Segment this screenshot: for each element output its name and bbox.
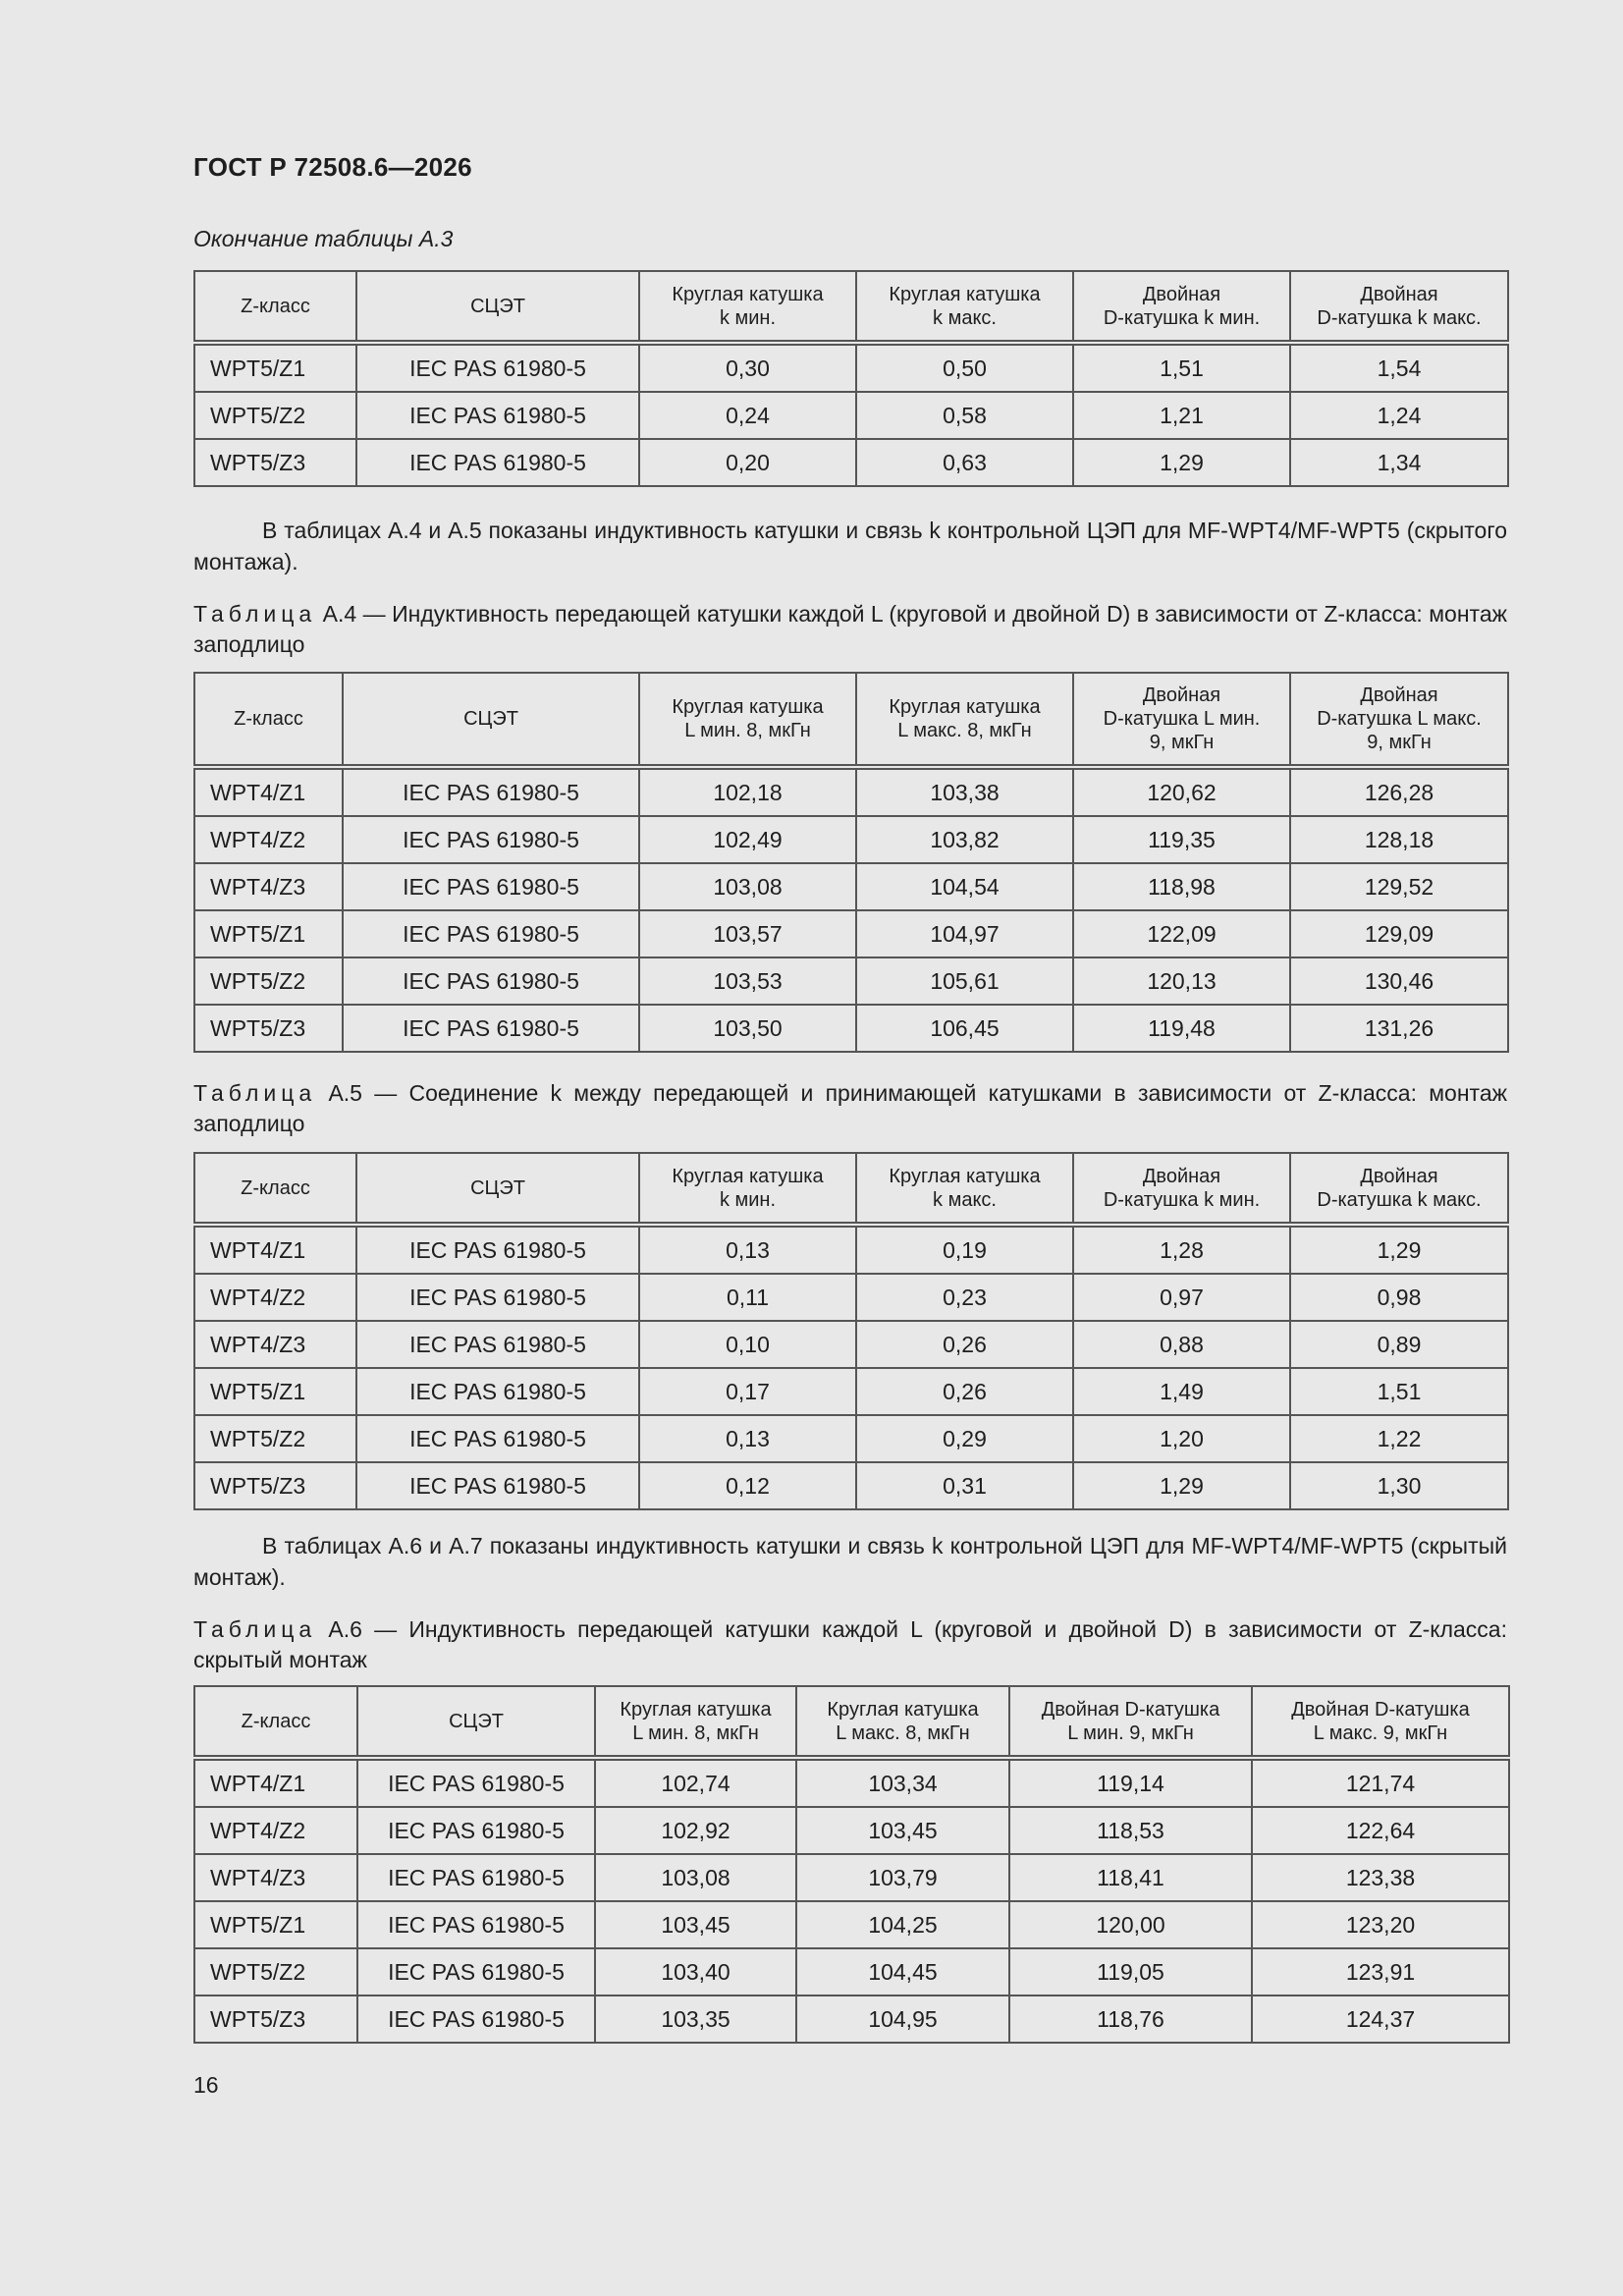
table-a3 — [193, 270, 1509, 487]
table-row — [194, 816, 1508, 863]
table-cell: 103,57 — [639, 910, 856, 957]
table-cell: 102,49 — [639, 816, 856, 863]
table-cell: WPT4/Z1 — [194, 767, 343, 816]
page-number: 16 — [193, 2072, 219, 2098]
paragraph-1 — [193, 515, 1507, 577]
column-header: Двойная D-катушка L макс. 9, мкГн — [1290, 673, 1508, 767]
table-row — [194, 1321, 1508, 1368]
table-cell: WPT4/Z2 — [194, 1274, 356, 1321]
table-cell: 122,64 — [1252, 1807, 1509, 1854]
table-cell: IEC PAS 61980-5 — [356, 343, 639, 392]
table-cell: 1,22 — [1290, 1415, 1508, 1462]
table-cell: 106,45 — [856, 1005, 1073, 1052]
column-header: Двойная D-катушка L мин. 9, мкГн — [1073, 673, 1290, 767]
table-cell: WPT5/Z1 — [194, 1901, 357, 1948]
table-cell: 1,51 — [1073, 343, 1290, 392]
table-a6-label: Таблица — [193, 1616, 317, 1642]
table-cell: 0,89 — [1290, 1321, 1508, 1368]
table-cell: IEC PAS 61980-5 — [357, 1901, 595, 1948]
table-cell: IEC PAS 61980-5 — [356, 1415, 639, 1462]
table-cell: 0,63 — [856, 439, 1073, 486]
table-row — [194, 1807, 1509, 1854]
table-cell: 118,41 — [1009, 1854, 1252, 1901]
table-cell: 103,40 — [595, 1948, 796, 1995]
table-cell: IEC PAS 61980-5 — [356, 1321, 639, 1368]
table-cell: 129,09 — [1290, 910, 1508, 957]
table-cell: 120,62 — [1073, 767, 1290, 816]
table-continuation-caption: Окончание таблицы А.3 — [193, 226, 454, 251]
table-cell: 123,91 — [1252, 1948, 1509, 1995]
table-a6 — [193, 1685, 1510, 2044]
table-cell: 130,46 — [1290, 957, 1508, 1005]
table-cell: 102,92 — [595, 1807, 796, 1854]
header-row — [194, 271, 1508, 343]
table-cell: 128,18 — [1290, 816, 1508, 863]
table-cell: WPT5/Z1 — [194, 343, 356, 392]
table-cell: 0,13 — [639, 1225, 856, 1274]
table-row — [194, 1995, 1509, 2043]
table-cell: 1,29 — [1073, 1462, 1290, 1509]
table-cell: 1,49 — [1073, 1368, 1290, 1415]
table-cell: 0,20 — [639, 439, 856, 486]
table-cell: WPT5/Z2 — [194, 392, 356, 439]
table-cell: 0,17 — [639, 1368, 856, 1415]
table-cell: 1,24 — [1290, 392, 1508, 439]
table-cell: WPT5/Z3 — [194, 439, 356, 486]
table-cell: 104,95 — [796, 1995, 1009, 2043]
table-cell: 104,97 — [856, 910, 1073, 957]
table-cell: IEC PAS 61980-5 — [343, 816, 639, 863]
table-cell: 0,30 — [639, 343, 856, 392]
table-cell: 0,26 — [856, 1321, 1073, 1368]
table-cell: IEC PAS 61980-5 — [356, 1368, 639, 1415]
table-cell: WPT4/Z2 — [194, 816, 343, 863]
table-a4-label: Таблица — [193, 601, 317, 627]
table-cell: 0,31 — [856, 1462, 1073, 1509]
column-header: СЦЭТ — [357, 1686, 595, 1758]
table-cell: 0,24 — [639, 392, 856, 439]
document-id: ГОСТ Р 72508.6—2026 — [193, 152, 472, 182]
table-cell: 0,12 — [639, 1462, 856, 1509]
table-cell: 103,53 — [639, 957, 856, 1005]
table-cell: 0,29 — [856, 1415, 1073, 1462]
table-row — [194, 1415, 1508, 1462]
table-row — [194, 957, 1508, 1005]
table-a4-caption — [193, 599, 1507, 660]
table-cell: 1,54 — [1290, 343, 1508, 392]
table-cell: 104,54 — [856, 863, 1073, 910]
header-row — [194, 673, 1508, 767]
column-header: Z-класс — [194, 1153, 356, 1225]
table-cell: 105,61 — [856, 957, 1073, 1005]
table-cell: 1,29 — [1073, 439, 1290, 486]
table-cell: WPT4/Z3 — [194, 863, 343, 910]
table-a6-caption — [193, 1614, 1507, 1675]
column-header: Двойная D-катушка k мин. — [1073, 1153, 1290, 1225]
table-a4 — [193, 672, 1509, 1053]
table-cell: IEC PAS 61980-5 — [343, 1005, 639, 1052]
header-row — [194, 1686, 1509, 1758]
column-header: СЦЭТ — [356, 271, 639, 343]
table-cell: 119,14 — [1009, 1758, 1252, 1807]
column-header: СЦЭТ — [356, 1153, 639, 1225]
table-row — [194, 392, 1508, 439]
table-cell: WPT4/Z1 — [194, 1758, 357, 1807]
paragraph-2 — [193, 1530, 1507, 1593]
table-row — [194, 1948, 1509, 1995]
table-cell: 0,23 — [856, 1274, 1073, 1321]
table-cell: 126,28 — [1290, 767, 1508, 816]
table-cell: 102,74 — [595, 1758, 796, 1807]
table-cell: 119,35 — [1073, 816, 1290, 863]
table-cell: WPT5/Z2 — [194, 1948, 357, 1995]
table-cell: 102,18 — [639, 767, 856, 816]
table-a5 — [193, 1152, 1509, 1510]
column-header: Круглая катушка k мин. — [639, 1153, 856, 1225]
table-row — [194, 343, 1508, 392]
table-a6-caption-text: А.6 — Индуктивность передающей катушки каждой L (круговой и двойной D) в зависимости от Z-класса: скрытый монтаж — [193, 1616, 1507, 1672]
table-cell: 103,45 — [595, 1901, 796, 1948]
table-cell: 1,28 — [1073, 1225, 1290, 1274]
table-cell: WPT5/Z1 — [194, 1368, 356, 1415]
table-cell: 103,38 — [856, 767, 1073, 816]
table-cell: 1,21 — [1073, 392, 1290, 439]
table-cell: 0,98 — [1290, 1274, 1508, 1321]
table-cell: 1,34 — [1290, 439, 1508, 486]
table-row — [194, 910, 1508, 957]
column-header: СЦЭТ — [343, 673, 639, 767]
table-cell: 121,74 — [1252, 1758, 1509, 1807]
table-cell: 123,38 — [1252, 1854, 1509, 1901]
column-header: Z-класс — [194, 271, 356, 343]
table-cell: 118,76 — [1009, 1995, 1252, 2043]
table-cell: WPT5/Z1 — [194, 910, 343, 957]
table-cell: IEC PAS 61980-5 — [356, 439, 639, 486]
table-cell: WPT5/Z3 — [194, 1462, 356, 1509]
table-cell: 103,35 — [595, 1995, 796, 2043]
table-cell: 103,08 — [595, 1854, 796, 1901]
column-header: Круглая катушка L макс. 8, мкГн — [796, 1686, 1009, 1758]
table-cell: 0,26 — [856, 1368, 1073, 1415]
table-cell: IEC PAS 61980-5 — [343, 957, 639, 1005]
column-header: Двойная D-катушка k мин. — [1073, 271, 1290, 343]
table-cell: IEC PAS 61980-5 — [357, 1807, 595, 1854]
table-row — [194, 1901, 1509, 1948]
table-a5-label: Таблица — [193, 1080, 317, 1106]
table-cell: WPT4/Z3 — [194, 1854, 357, 1901]
table-row — [194, 863, 1508, 910]
column-header: Двойная D-катушка k макс. — [1290, 271, 1508, 343]
paragraph-2-text: В таблицах А.6 и А.7 показаны индуктивность катушки и связь k контрольной ЦЭП для MF-WPT4/MF-WPT5 (скрытый монтаж). — [193, 1533, 1507, 1590]
column-header: Двойная D-катушка k макс. — [1290, 1153, 1508, 1225]
table-cell: IEC PAS 61980-5 — [357, 1948, 595, 1995]
table-cell: WPT5/Z3 — [194, 1005, 343, 1052]
column-header: Двойная D-катушка L макс. 9, мкГн — [1252, 1686, 1509, 1758]
table-cell: 103,79 — [796, 1854, 1009, 1901]
table-cell: IEC PAS 61980-5 — [357, 1854, 595, 1901]
table-cell: IEC PAS 61980-5 — [356, 1462, 639, 1509]
table-cell: 1,30 — [1290, 1462, 1508, 1509]
table-cell: 129,52 — [1290, 863, 1508, 910]
table-row — [194, 1854, 1509, 1901]
table-cell: 118,53 — [1009, 1807, 1252, 1854]
table-cell: IEC PAS 61980-5 — [356, 1274, 639, 1321]
table-cell: 120,00 — [1009, 1901, 1252, 1948]
table-row — [194, 1005, 1508, 1052]
table-row — [194, 1274, 1508, 1321]
column-header: Z-класс — [194, 673, 343, 767]
table-cell: 118,98 — [1073, 863, 1290, 910]
table-cell: 120,13 — [1073, 957, 1290, 1005]
table-cell: 124,37 — [1252, 1995, 1509, 2043]
header-row — [194, 1153, 1508, 1225]
table-cell: 0,50 — [856, 343, 1073, 392]
table-cell: WPT5/Z2 — [194, 1415, 356, 1462]
table-cell: 103,08 — [639, 863, 856, 910]
table-cell: IEC PAS 61980-5 — [343, 910, 639, 957]
table-a5-caption — [193, 1078, 1507, 1139]
table-row — [194, 1758, 1509, 1807]
table-cell: 0,13 — [639, 1415, 856, 1462]
paragraph-1-text: В таблицах А.4 и А.5 показаны индуктивность катушки и связь k контрольной ЦЭП для MF-WPT4/MF-WPT5 (скрытого монтажа). — [193, 518, 1507, 574]
table-cell: IEC PAS 61980-5 — [343, 767, 639, 816]
table-a4-caption-text: А.4 — Индуктивность передающей катушки каждой L (круговой и двойной D) в зависимости от Z-класса: монтаж заподлицо — [193, 601, 1507, 657]
column-header: Круглая катушка k макс. — [856, 1153, 1073, 1225]
table-cell: 119,48 — [1073, 1005, 1290, 1052]
table-cell: WPT5/Z2 — [194, 957, 343, 1005]
column-header: Круглая катушка L макс. 8, мкГн — [856, 673, 1073, 767]
table-cell: 1,51 — [1290, 1368, 1508, 1415]
table-cell: 103,45 — [796, 1807, 1009, 1854]
table-cell: 0,88 — [1073, 1321, 1290, 1368]
column-header: Круглая катушка L мин. 8, мкГн — [639, 673, 856, 767]
table-cell: 0,19 — [856, 1225, 1073, 1274]
column-header: Z-класс — [194, 1686, 357, 1758]
table-cell: 104,45 — [796, 1948, 1009, 1995]
table-row — [194, 1462, 1508, 1509]
table-cell: IEC PAS 61980-5 — [356, 392, 639, 439]
table-cell: 1,20 — [1073, 1415, 1290, 1462]
table-cell: WPT5/Z3 — [194, 1995, 357, 2043]
table-cell: 104,25 — [796, 1901, 1009, 1948]
table-cell: WPT4/Z2 — [194, 1807, 357, 1854]
table-cell: IEC PAS 61980-5 — [357, 1758, 595, 1807]
table-cell: 1,29 — [1290, 1225, 1508, 1274]
table-cell: IEC PAS 61980-5 — [357, 1995, 595, 2043]
column-header: Двойная D-катушка L мин. 9, мкГн — [1009, 1686, 1252, 1758]
table-row — [194, 1225, 1508, 1274]
table-row — [194, 1368, 1508, 1415]
table-cell: 131,26 — [1290, 1005, 1508, 1052]
table-cell: 0,97 — [1073, 1274, 1290, 1321]
table-cell: IEC PAS 61980-5 — [356, 1225, 639, 1274]
table-cell: 0,58 — [856, 392, 1073, 439]
table-row — [194, 439, 1508, 486]
table-row — [194, 767, 1508, 816]
table-cell: WPT4/Z3 — [194, 1321, 356, 1368]
column-header: Круглая катушка k макс. — [856, 271, 1073, 343]
table-cell: 0,11 — [639, 1274, 856, 1321]
column-header: Круглая катушка k мин. — [639, 271, 856, 343]
column-header: Круглая катушка L мин. 8, мкГн — [595, 1686, 796, 1758]
table-cell: 123,20 — [1252, 1901, 1509, 1948]
table-cell: 103,50 — [639, 1005, 856, 1052]
table-cell: 119,05 — [1009, 1948, 1252, 1995]
table-cell: 0,10 — [639, 1321, 856, 1368]
table-cell: 103,34 — [796, 1758, 1009, 1807]
table-cell: 103,82 — [856, 816, 1073, 863]
table-cell: WPT4/Z1 — [194, 1225, 356, 1274]
table-a5-caption-text: А.5 — Соединение k между передающей и принимающей катушками в зависимости от Z-класса: монтаж заподлицо — [193, 1080, 1507, 1136]
table-cell: IEC PAS 61980-5 — [343, 863, 639, 910]
table-cell: 122,09 — [1073, 910, 1290, 957]
